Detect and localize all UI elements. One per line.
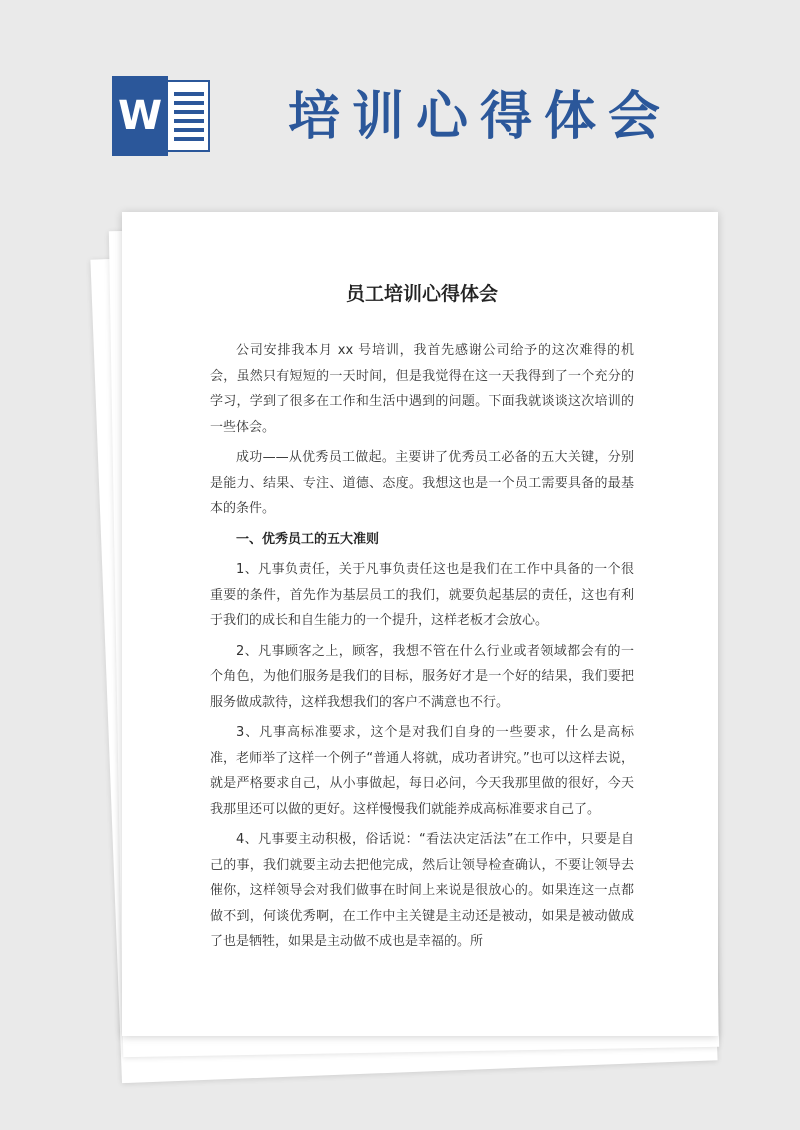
word-logo-icon: [112, 76, 212, 156]
document-body: [210, 282, 634, 960]
paragraph-intro: 公司安排我本月 xx 号培训，我首先感谢公司给予的这次难得的机会，虽然只有短短的一天时间，但是我觉得在这一天我得到了一个充分的学习，学到了很多在工作和生活中遇到的问题。下面我就谈谈这次培训的一些体会。: [210, 343, 634, 435]
paragraph-success: 成功——从优秀员工做起。主要讲了优秀员工必备的五大关键，分别是能力、结果、专注、道德、态度。我想这也是一个员工需要具备的最基本的条件。: [210, 450, 634, 516]
banner-title: 培训心得体会: [288, 87, 673, 147]
banner: [0, 0, 800, 200]
word-logo-letter: W: [112, 76, 168, 156]
paragraph-rule-3: 3、凡事高标准要求，这个是对我们自身的一些要求，什么是高标准，老师举了这样一个例子“普通人将就，成功者讲究。”也可以这样去说，就是严格要求自己，从小事做起，每日必问，今天我那里做的很好，今天我那里还可以做的更好。这样慢慢我们就能养成高标准要求自己了。: [210, 725, 634, 817]
document-title: 员工培训心得体会: [345, 283, 498, 305]
document-page: [122, 212, 718, 1036]
paragraph-rule-4: 4、凡事要主动积极，俗话说：“看法决定活法”在工作中，只要是自己的事，我们就要主动去把他完成，然后让领导检查确认，不要让领导去催你，这样领导会对我们做事在时间上来说是很放心的。如果连这一点都做不到，何谈优秀啊，在工作中主关键是主动还是被动，如果是被动做成了也是牺牲，如果是主动做不成也是幸福的。所: [210, 832, 634, 949]
paragraph-rule-2: 2、凡事顾客之上，顾客，我想不管在什么行业或者领域都会有的一个角色，为他们服务是我们的目标，服务好才是一个好的结果，我们要把服务做成款待，这样我想我们的客户不满意也不行。: [210, 643, 634, 710]
section-heading: 一、优秀员工的五大准则: [236, 531, 380, 547]
paragraph-rule-1: 1、凡事负责任，关于凡事负责任这也是我们在工作中具备的一个很重要的条件，首先作为基层员工的我们，就要负起基层的责任，这也有利于我们的成长和自生能力的一个提升，这样老板才会放心。: [210, 562, 634, 628]
